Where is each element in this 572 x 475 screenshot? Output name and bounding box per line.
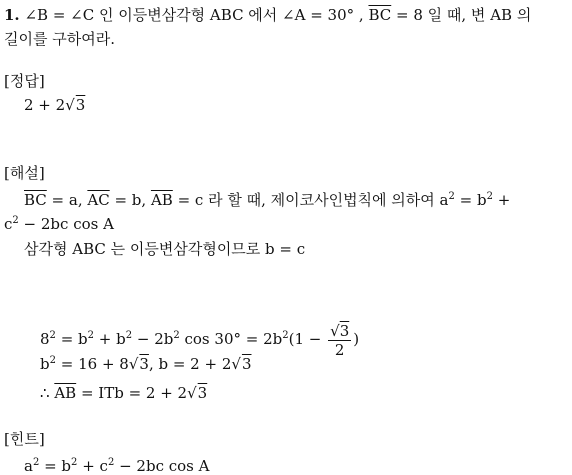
explanation-line-2: $c^2 - 2bc$ cos A [4, 215, 114, 233]
segment-bc: $\overline{BC}$ [24, 191, 47, 209]
problem-text-b: = 8 일 때, 변 AB 의 [391, 6, 532, 24]
problem-line-1 [4, 6, 531, 24]
fraction-sqrt3-over-2: $\frac{√3}{2}$ [330, 321, 350, 359]
answer-value [24, 96, 85, 114]
explanation-heading: [해설] [4, 164, 45, 182]
equation-3: ∴ $\overline{AB}$ = ITb = 2 + 2√3 [40, 384, 208, 402]
explanation-line-3: 삼각형 ABC 는 이등변삼각형이므로 b = c [24, 240, 306, 258]
sqrt-symbol: √3 [187, 384, 208, 402]
explanation-line-1: $\overline{BC} = a$, $\overline{AC} = b$, $\overline{AB} = c$ 라 할 때, 제이코사인법칙에 의하여 $a^2 = b^2$ + [24, 191, 511, 209]
segment-ac: $\overline{AC}$ [87, 191, 110, 209]
hint-heading: [힌트] [4, 430, 45, 448]
sqrt-symbol: √3 [231, 355, 252, 373]
sqrt-symbol: √3 [128, 355, 149, 373]
equation-1: $8^2 = b^2 + b^2 - 2b^2$ $\cos 30^\circ = 2b^2(1$ − $\frac{√3}{2}$ ) [40, 321, 360, 359]
segment-ab: $\overline{AB}$ [150, 191, 173, 209]
segment-ab: $\overline{AB}$ [54, 384, 77, 402]
hint-formula: $a^2 = b^2 + c^2 - 2bc$ cos A [24, 457, 210, 475]
sqrt-symbol: √3 [65, 96, 86, 114]
problem-text-a: ∠B = ∠C 인 이등변삼각형 ABC 에서 ∠A = 30° , [24, 6, 369, 24]
equation-2: $b^2 = 16 + 8√3$, b = 2 + 2√3 [40, 355, 252, 373]
answer-prefix: 2 + 2 [24, 96, 66, 114]
segment-bc: $\overline{BC}$ [368, 6, 392, 24]
problem-number: 1. [4, 6, 20, 24]
therefore-symbol: ∴ [40, 384, 55, 402]
answer-heading: [정답] [4, 72, 45, 90]
problem-line-2: 길이를 구하여라. [4, 30, 115, 48]
